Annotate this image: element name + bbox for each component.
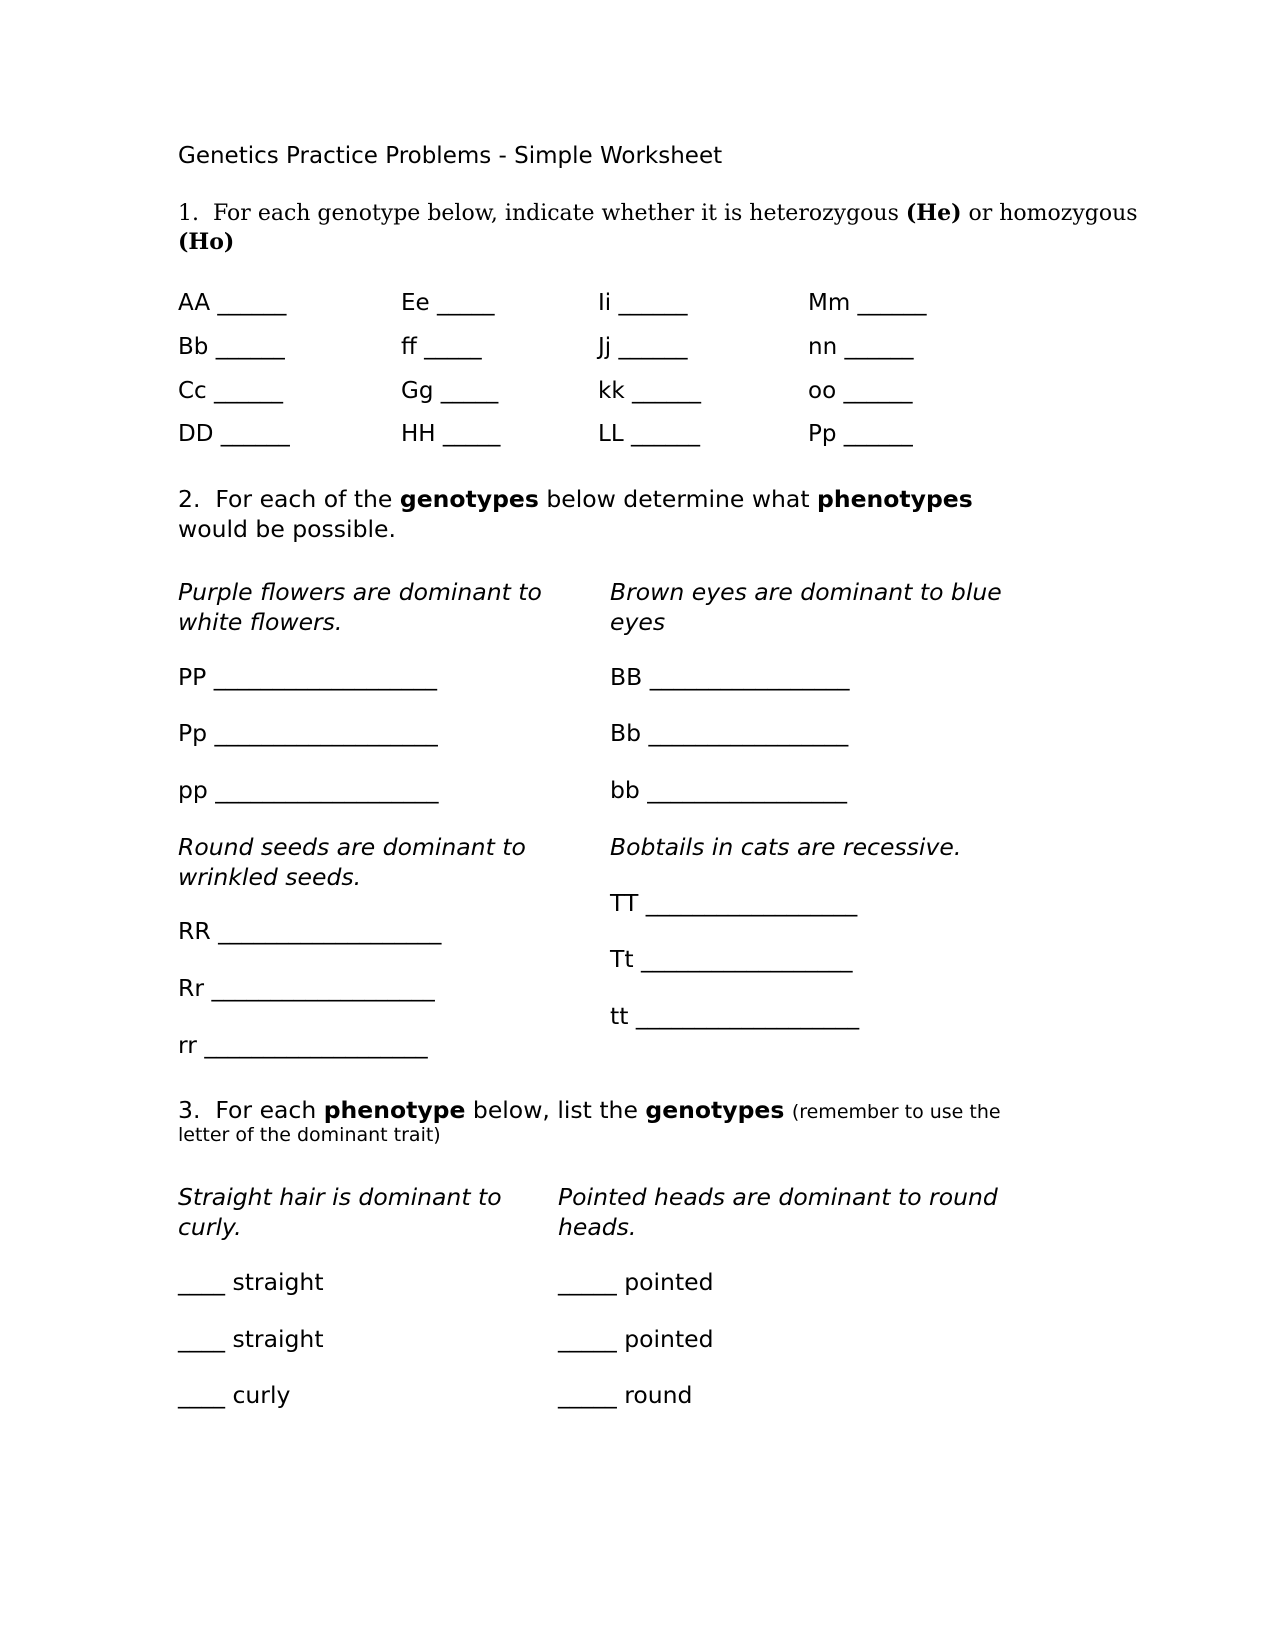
answer-line: ____ curly [178, 1381, 291, 1409]
answer-line: Tt __________________ [610, 945, 853, 973]
purple-line2: white flowers. [178, 608, 343, 636]
q1-cell: Gg _____ [401, 378, 499, 404]
q3-bold-a: phenotype [323, 1096, 466, 1124]
straight-line1: Straight hair is dominant to [178, 1183, 502, 1211]
q3-small-b: letter of the dominant trait) [178, 1124, 441, 1146]
answer-line: ____ straight [178, 1325, 324, 1353]
straight-statement [178, 1182, 502, 1242]
bobtail-statement: Bobtails in cats are recessive. [610, 833, 962, 861]
pointed-line1: Pointed heads are dominant to round [558, 1183, 998, 1211]
q1-cell: Jj ______ [598, 334, 688, 360]
q1-text-a: For each genotype below, indicate whether it is heterozygous [213, 201, 899, 226]
brown-line2: eyes [610, 608, 666, 636]
q1-text-b: or homozygous [968, 201, 1138, 226]
purple-line1: Purple flowers are dominant to [178, 578, 542, 606]
purple-statement [178, 577, 542, 637]
q1-cell: DD ______ [178, 421, 290, 447]
q1-cell: ff _____ [401, 334, 482, 360]
q1-cell: Cc ______ [178, 378, 284, 404]
page-title: Genetics Practice Problems - Simple Worksheet [178, 143, 723, 169]
pointed-line2: heads. [558, 1213, 637, 1241]
q1-cell: HH _____ [401, 421, 501, 447]
q1-cell: LL ______ [598, 421, 700, 447]
q1-cell: Bb ______ [178, 334, 285, 360]
answer-line: tt ___________________ [610, 1002, 860, 1030]
answer-line: pp ___________________ [178, 776, 439, 804]
q1-cell: Pp ______ [808, 421, 913, 447]
brown-statement [610, 577, 1002, 637]
answer-line: rr ___________________ [178, 1031, 428, 1059]
q2-prompt [178, 484, 973, 544]
round-statement [178, 832, 526, 892]
q3-small-a: (remember to use the [791, 1101, 1001, 1123]
q3-number: 3. [178, 1096, 201, 1124]
round-line2: wrinkled seeds. [178, 863, 362, 891]
answer-line: _____ round [558, 1381, 693, 1409]
q1-cell: kk ______ [598, 378, 701, 404]
q3-prompt [178, 1095, 1001, 1127]
q2-number: 2. [178, 485, 201, 513]
q3-text-b: below, list the [472, 1096, 638, 1124]
answer-line: PP ___________________ [178, 663, 438, 691]
answer-line: Pp ___________________ [178, 719, 438, 747]
q1-cell: Ii ______ [598, 290, 688, 316]
straight-line2: curly. [178, 1213, 242, 1241]
q3-bold-b: genotypes [645, 1096, 785, 1124]
q1-ho: (Ho) [178, 229, 235, 255]
answer-line: RR ___________________ [178, 917, 442, 945]
pointed-statement [558, 1182, 998, 1242]
q2-bold-b: phenotypes [817, 485, 973, 513]
q1-cell: nn ______ [808, 334, 914, 360]
round-line1: Round seeds are dominant to [178, 833, 526, 861]
answer-line: _____ pointed [558, 1325, 714, 1353]
q1-prompt [178, 199, 1138, 257]
answer-line: TT __________________ [610, 889, 858, 917]
q1-number: 1. [178, 201, 199, 226]
answer-line: ____ straight [178, 1268, 324, 1296]
answer-line: Bb _________________ [610, 719, 849, 747]
brown-line1: Brown eyes are dominant to blue [610, 578, 1002, 606]
answer-line: Rr ___________________ [178, 974, 435, 1002]
q2-text-a: For each of the [215, 485, 393, 513]
q1-cell: Mm ______ [808, 290, 927, 316]
answer-line: BB _________________ [610, 663, 850, 691]
q2-text-c: would be possible. [178, 515, 396, 543]
answer-line: _____ pointed [558, 1268, 714, 1296]
q2-text-b: below determine what [546, 485, 810, 513]
q1-cell: oo ______ [808, 378, 913, 404]
q2-bold-a: genotypes [399, 485, 539, 513]
q1-cell: AA ______ [178, 290, 287, 316]
answer-line: bb _________________ [610, 776, 848, 804]
q1-he: (He) [905, 200, 962, 226]
q1-cell: Ee _____ [401, 290, 495, 316]
q3-text-a: For each [215, 1096, 317, 1124]
